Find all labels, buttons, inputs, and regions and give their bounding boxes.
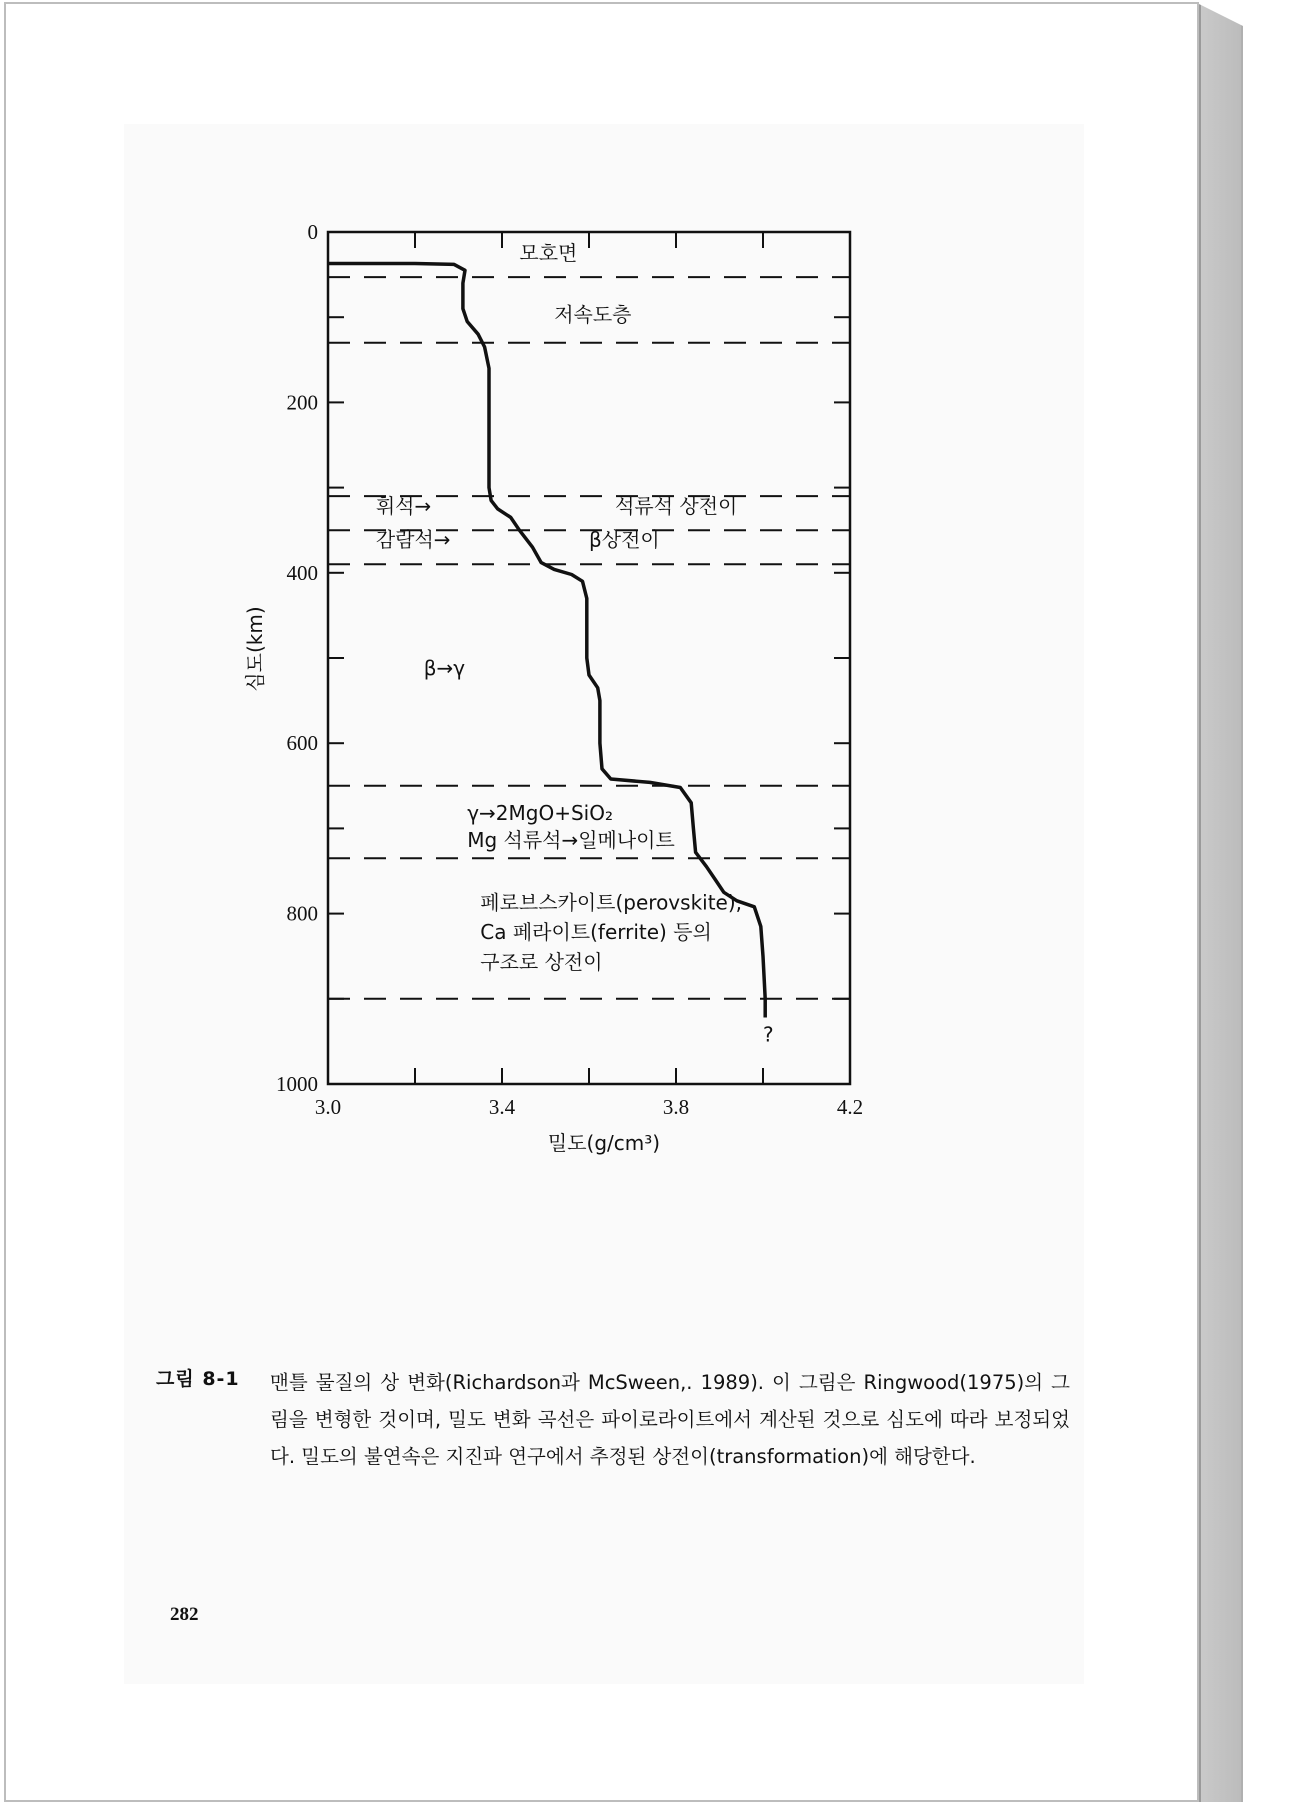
y-tick-label: 1000: [276, 1072, 318, 1096]
y-tick-label: 200: [286, 390, 318, 415]
y-axis-title: 심도(km): [243, 606, 267, 692]
caption-text: 맨틀 물질의 상 변화(Richardson과 McSween,. 1989). 이 그림은 Ringwood(1975)의 그림을 변형한 것이며, 밀도 변화 곡선은 파이로라이트에서 계산된 것으로 심도에 따라 보정되었다. 밀도의 불연속은 지진파 연구에서 추정된 상전이(transformation)에 해당한다.: [270, 1371, 1070, 1468]
x-tick-label: 4.2: [836, 1095, 864, 1119]
y-tick-label: 400: [286, 560, 318, 585]
x-tick-labels: [315, 1095, 863, 1119]
annotation-label: 감람석→: [375, 527, 451, 552]
page-number: 282: [170, 1604, 199, 1625]
y-tick-label: 600: [286, 731, 318, 756]
annotation-label: 페로브스카이트(perovskite),: [480, 890, 743, 915]
annotation-label: β→γ: [423, 656, 466, 681]
annotation-label: 구조로 상전이: [480, 949, 603, 974]
annotation-label: 휘석→: [375, 494, 432, 519]
x-tick-label: 3.0: [314, 1095, 342, 1119]
y-tick-label: 0: [307, 220, 318, 244]
annotation-label: ?: [763, 1022, 774, 1047]
x-axis-title: 밀도(g/cm³): [547, 1131, 661, 1155]
y-tick-label: 800: [286, 901, 318, 926]
annotation-label: Ca 페라이트(ferrite) 등의: [480, 920, 712, 945]
y-tick-labels: [276, 220, 318, 1096]
caption-label: 그림 8-1: [156, 1368, 240, 1390]
annotation-label: 모호면: [519, 241, 578, 266]
x-tick-label: 3.8: [662, 1095, 690, 1119]
phase-annotations: [376, 241, 774, 1046]
x-tick-label: 3.4: [488, 1095, 516, 1119]
book-page: [4, 2, 1199, 1802]
annotation-label: γ→2MgO+SiO₂: [467, 800, 613, 825]
density-depth-chart: [6, 4, 1201, 1404]
annotation-label: β상전이: [589, 527, 660, 552]
book-page-edge: [1199, 4, 1243, 1802]
annotation-label: Mg 석류석→일메나이트: [467, 828, 675, 853]
annotation-label: 저속도층: [554, 302, 632, 327]
annotation-label: 석류석 상전이: [615, 494, 738, 519]
